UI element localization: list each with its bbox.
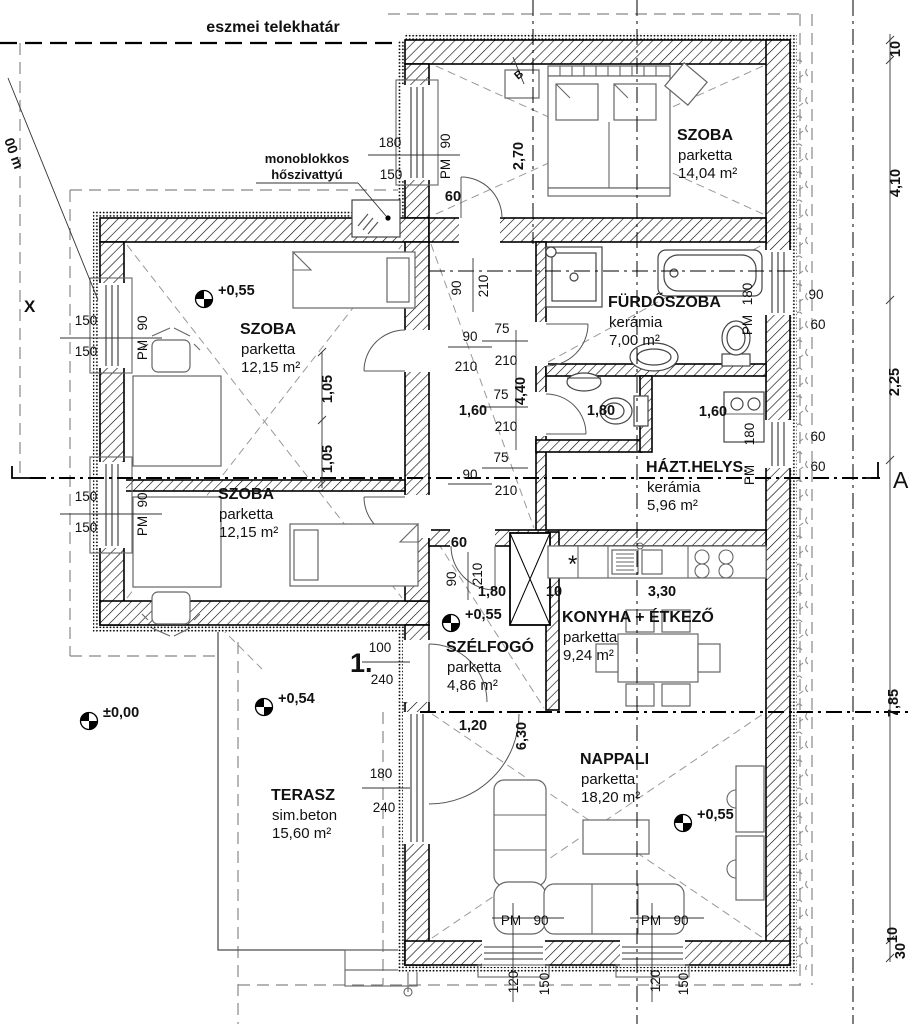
room-area-label: 14,04 m²: [678, 165, 738, 182]
level-value-label: +0,54: [278, 691, 315, 707]
corner-marker-x: X: [24, 297, 36, 316]
room-material-label: kerámia: [647, 479, 701, 496]
dimension-label: 90: [135, 492, 150, 508]
room-name-label: HÁZT.HELYS.: [646, 459, 748, 476]
dimension-label: 75: [493, 450, 509, 465]
room-name-label: FÜRDŐSZOBA: [608, 294, 721, 311]
dimension-label: 1,60: [458, 403, 488, 419]
dimension-label: 120: [648, 969, 663, 993]
level-value-label: ±0,00: [103, 705, 140, 721]
room-area-label: 18,20 m²: [581, 789, 641, 806]
dimension-label: 10: [545, 584, 563, 600]
dimension-label: 150: [676, 972, 691, 996]
dimension-label: 60: [810, 459, 826, 474]
dimension-label: PM: [500, 913, 522, 928]
dimension-label: 90: [438, 133, 453, 149]
dimension-label: 90: [673, 913, 689, 928]
dimension-label: 180: [740, 282, 755, 306]
dimension-label: 150: [379, 167, 403, 182]
boundary-length-label: 00 m: [1, 135, 28, 172]
room-material-label: parketta: [219, 506, 274, 523]
dimension-label: PM: [742, 464, 757, 486]
room-name-label: SZOBA: [218, 486, 274, 503]
dimension-label: 75: [494, 321, 510, 336]
dimension-label: 3,30: [647, 584, 677, 600]
chimney-shaft: [510, 533, 550, 625]
dimension-label: 90: [533, 913, 549, 928]
desk-room2: [133, 376, 221, 466]
dimension-label: 1,05: [320, 374, 336, 404]
dimension-label: 210: [454, 359, 478, 374]
room-name-label: NAPPALI: [580, 751, 650, 768]
dimension-label: 10: [885, 926, 901, 944]
room-area-label: 12,15 m²: [241, 359, 301, 376]
room-area-label: 7,00 m²: [609, 332, 660, 349]
dimension-label: 4,10: [888, 168, 904, 198]
dimension-label: 180: [369, 766, 393, 781]
dimension-label: 150: [74, 520, 98, 535]
dimension-label: 210: [476, 274, 491, 298]
dimension-label: 60: [450, 535, 468, 551]
dimension-label: 120: [506, 970, 521, 994]
dimension-label: PM: [740, 314, 755, 336]
kitchen-counter: [548, 543, 766, 578]
dimension-label: 210: [494, 419, 518, 434]
heat-pump-label-1: monoblokkos: [264, 151, 350, 166]
room-material-label: parketta: [447, 659, 502, 676]
dimension-label: 7,85: [886, 688, 902, 718]
room-name-label: SZOBA: [677, 127, 733, 144]
dimension-label: 240: [372, 800, 396, 815]
bed-single-room3: [290, 524, 418, 586]
dimension-label: 1,20: [458, 718, 488, 734]
dimension-label: 60: [810, 317, 826, 332]
heat-pump-label-2: hőszivattyú: [271, 167, 343, 182]
dimension-label: 90: [444, 571, 459, 587]
boundary-leader: [8, 78, 98, 300]
dimension-label: PM: [640, 913, 662, 928]
dimension-label: 90: [808, 287, 824, 302]
wc-basin: [567, 373, 601, 391]
room-area-label: 5,96 m²: [647, 497, 698, 514]
dimension-label: 180: [742, 422, 757, 446]
dimension-label: 4,40: [513, 376, 529, 406]
coffee-table: [583, 820, 649, 854]
dimension-label: 1,80: [477, 584, 507, 600]
room-material-label: parketta: [581, 771, 636, 788]
dimension-label: 2,70: [511, 141, 527, 171]
dimension-label: 210: [494, 483, 518, 498]
room-area-label: 15,60 m²: [272, 825, 332, 842]
dimension-label: PM: [135, 339, 150, 361]
wall-north-top: [405, 40, 790, 64]
dimension-label: 2,25: [887, 367, 903, 397]
shower: [546, 247, 602, 307]
level-value-label: +0,55: [218, 283, 255, 299]
kitchen-symbol: *: [568, 551, 578, 578]
tv-unit: [727, 766, 764, 900]
wall-corridor-east: [536, 242, 546, 540]
dimension-label: 6,30: [514, 721, 530, 751]
room-name-label: SZÉLFOGÓ: [446, 639, 534, 656]
dimension-label: 90: [135, 315, 150, 331]
dimension-label: 210: [470, 562, 485, 586]
dimension-label: 60: [444, 189, 462, 205]
room-name-label: KONYHA + ÉTKEZŐ: [562, 609, 714, 626]
room-material-label: sim.beton: [272, 807, 338, 824]
dimension-label: 100: [368, 640, 392, 655]
bed-single-room2: [293, 252, 415, 308]
dimension-label: 60: [810, 429, 826, 444]
room-area-label: 9,24 m²: [563, 647, 614, 664]
dimension-label: PM: [135, 515, 150, 537]
level-value-label: +0,55: [697, 807, 734, 823]
section-marker-a: A: [893, 467, 909, 493]
desk-room3: [133, 497, 221, 587]
chair-room3: [152, 592, 190, 624]
dimension-label: 150: [74, 489, 98, 504]
planting-strip: [797, 50, 811, 970]
room-name-label: SZOBA: [240, 321, 296, 338]
dimension-label: 10: [888, 40, 904, 58]
room-area-label: 12,15 m²: [219, 524, 279, 541]
dimension-label: 90: [462, 329, 478, 344]
chair-room2: [152, 340, 190, 372]
wall-south-leftwing: [100, 601, 429, 625]
wall-south-nappali: [405, 941, 790, 965]
dimension-label: 1,80: [586, 403, 616, 419]
dimension-label: 150: [74, 313, 98, 328]
dimension-label: 150: [537, 972, 552, 996]
dimension-label: 90: [462, 467, 478, 482]
dimension-label: 1,60: [698, 404, 728, 420]
room-material-label: parketta: [563, 629, 618, 646]
room-material-label: parketta: [241, 341, 296, 358]
dimension-label: PM: [438, 158, 453, 180]
dimension-label: 180: [378, 135, 402, 150]
room-material-label: parketta: [678, 147, 733, 164]
wall-east: [766, 40, 790, 965]
dimension-label: 150: [74, 344, 98, 359]
site-boundary-label: eszmei telekhatár: [206, 19, 340, 36]
dimension-label: 1,05: [320, 444, 336, 474]
section-marker-b: B: [512, 67, 527, 83]
entrance-number: 1.: [350, 648, 373, 678]
dimension-label: 30: [893, 942, 909, 960]
sink-drainer: [642, 550, 662, 574]
level-value-label: +0,55: [465, 607, 502, 623]
room-name-label: TERASZ: [271, 787, 335, 804]
bedside-lamp: [665, 63, 707, 105]
dimension-label: 210: [494, 353, 518, 368]
dimension-label: 75: [493, 387, 509, 402]
room-material-label: kerámia: [609, 314, 663, 331]
dimension-label: 240: [370, 672, 394, 687]
wall-wc-south: [536, 440, 642, 452]
room-area-label: 4,86 m²: [447, 677, 498, 694]
dimension-label: 90: [449, 280, 464, 296]
